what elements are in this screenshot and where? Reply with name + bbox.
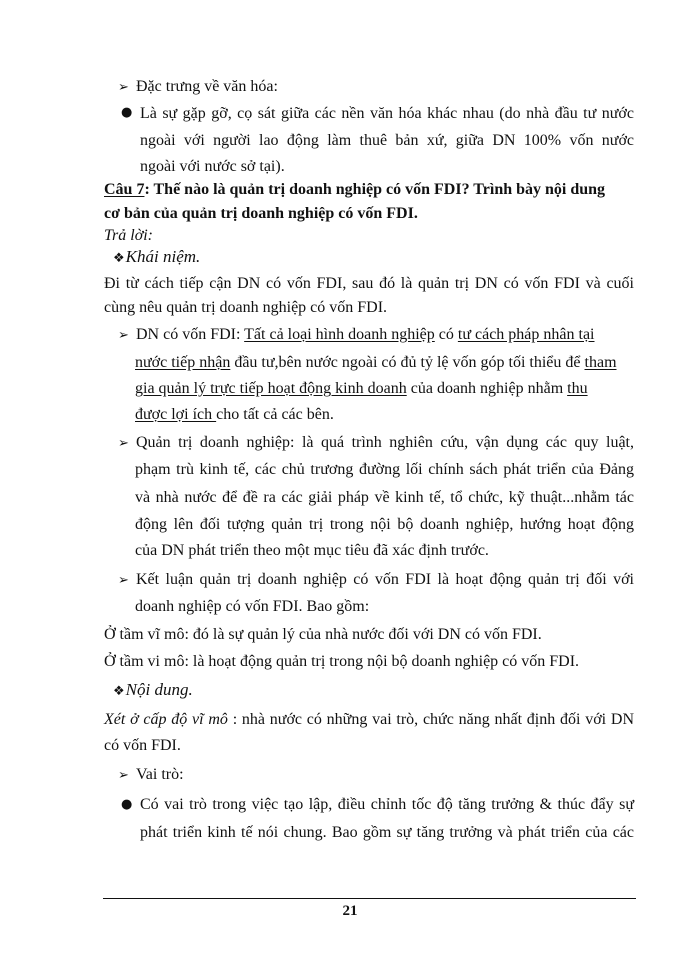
text-line: Ở tầm vi mô: là hoạt động quản trị trong nội bộ doanh nghiệp có vốn FDI. — [104, 653, 580, 670]
question-heading-line2: cơ bản của quản trị doanh nghiệp có vốn FDI. — [104, 205, 418, 222]
section-heading-noi-dung: ❖Nội dung. — [113, 680, 193, 699]
section-heading-khai-niem: ❖Khái niệm. — [113, 247, 201, 266]
arrow-bullet-icon: ➢ — [118, 80, 129, 95]
diamond-bullet-icon: ❖ — [113, 251, 125, 266]
text-line: gia quản lý trực tiếp hoạt động kinh doanh của doanh nghiệp nhằm thu — [135, 380, 588, 397]
text-line: phát triển kinh tế nói chung. Bao gồm sự tăng trưởng và phát triển của các — [140, 824, 634, 841]
text-line: phạm trù kinh tế, các chủ trương đường lối chính sách phát triển của Đảng — [135, 461, 634, 478]
question-heading: Câu 7: Thế nào là quản trị doanh nghiệp có vốn FDI? Trình bày nội dung — [104, 181, 606, 198]
arrow-bullet-icon: ➢ — [118, 436, 129, 451]
bullet-item-dn-fdi: ➢ DN có vốn FDI: Tất cả loại hình doanh nghiệp có tư cách pháp nhân tại — [118, 325, 595, 346]
text-line: có vốn FDI. — [104, 737, 181, 754]
text-line: động lên đối tượng quản trị trong nội bộ doanh nghiệp, hướng hoạt động — [135, 516, 634, 533]
arrow-bullet-icon: ➢ — [118, 328, 129, 343]
diamond-bullet-icon: ❖ — [113, 684, 125, 699]
bullet-item-vai-tro: ➢ Vai trò: — [118, 765, 184, 786]
text-line: và nhà nước để đề ra các giải pháp về kinh tế, tổ chức, kỹ thuật...nhằm tác — [135, 489, 634, 506]
bullet-item-ket-luan: ➢ Kết luận quản trị doanh nghiệp có vốn FDI là hoạt động quản trị đối với — [118, 570, 634, 591]
footer-divider — [103, 898, 636, 899]
round-bullet-icon: ● — [121, 105, 133, 120]
text-line: Có vai trò trong việc tạo lập, điều chỉnh tốc độ tăng trưởng & thúc đẩy sự — [140, 796, 634, 813]
answer-label: Trả lời: — [104, 227, 153, 244]
text-line: Xét ở cấp độ vĩ mô : nhà nước có những vai trò, chức năng nhất định đối với DN — [104, 711, 635, 728]
bullet-item-quan-tri: ➢ Quản trị doanh nghiệp: là quá trình nghiên cứu, vận dụng các quy luật, — [118, 433, 634, 454]
text-line: ngoài với nước sở tại). — [140, 158, 285, 175]
bullet-item-van-hoa: ➢ Đặc trưng về văn hóa: — [118, 77, 278, 98]
question-label: Câu 7 — [104, 181, 145, 198]
text-line: Đi từ cách tiếp cận DN có vốn FDI, sau đó là quản trị DN có vốn FDI và cuối — [104, 275, 634, 292]
text-line: ngoài với người lao động làm thuê bản xứ, giữa DN 100% vốn nước — [140, 132, 634, 149]
arrow-bullet-icon: ➢ — [118, 768, 129, 783]
text-line: Là sự gặp gỡ, cọ sát giữa các nền văn hóa khác nhau (do nhà đầu tư nước — [140, 105, 634, 122]
text-line: nước tiếp nhận đầu tư,bên nước ngoài có đủ tỷ lệ vốn góp tối thiểu để tham — [135, 354, 617, 371]
text-line: cùng nêu quản trị doanh nghiệp có vốn FDI. — [104, 299, 388, 316]
text-line: doanh nghiệp có vốn FDI. Bao gồm: — [135, 598, 370, 615]
page-number: 21 — [342, 903, 358, 919]
text-line: Ở tầm vĩ mô: đó là sự quản lý của nhà nước đối với DN có vốn FDI. — [104, 626, 542, 643]
arrow-bullet-icon: ➢ — [118, 573, 129, 588]
round-bullet-icon: ● — [121, 797, 133, 812]
text-line: của DN phát triển theo một mục tiêu đã xác định trước. — [135, 542, 489, 559]
text-line: được lợi ích cho tất cả các bên. — [135, 406, 334, 423]
